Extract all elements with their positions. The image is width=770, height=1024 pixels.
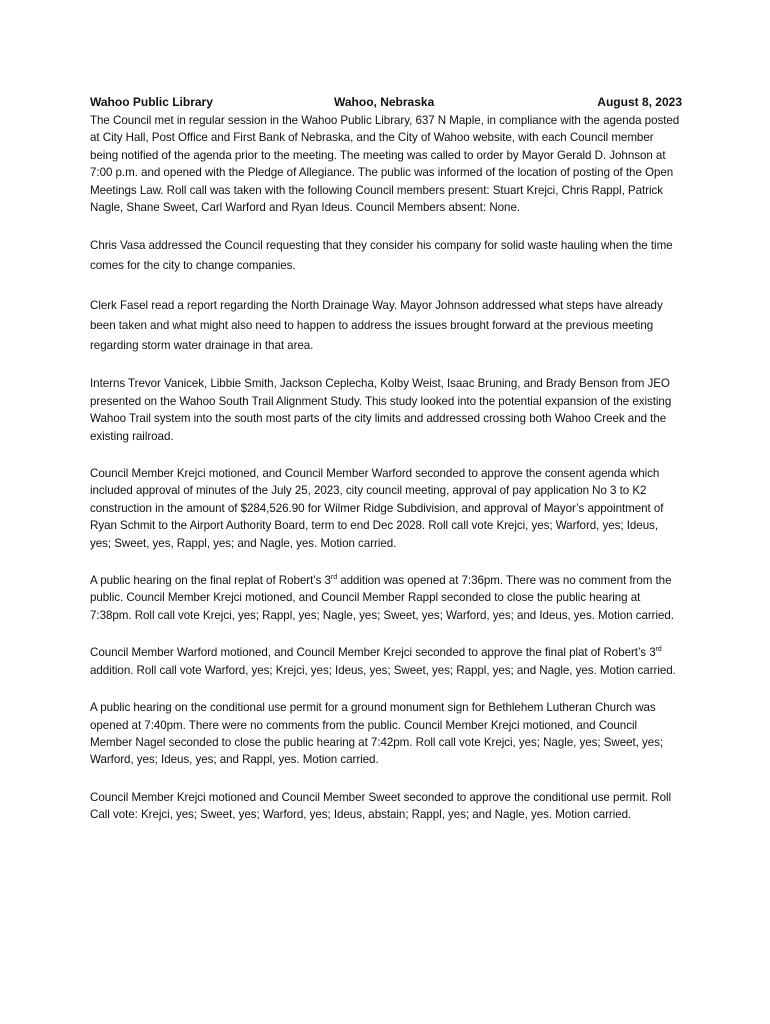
paragraph-call-to-order: The Council met in regular session in the Wahoo Public Library, 637 N Maple, in compliance with the agenda posted at City Hall, Post Office and First Bank of Nebraska, and the City of Wahoo website, with each Council member being notified of the agenda prior to the meeting. The meeting was called to order by Mayor Gerald D. Johnson at 7:00 p.m. and opened with the Pledge of Allegiance. The public was informed of the location of posting of the Open Meetings Law. Roll call was taken with the following Council members present: Stuart Krejci, Chris Rappl, Patrick Nagle, Shane Sweet, Carl Warford and Ryan Ideus. Council Members absent: None. — [90, 114, 680, 215]
paragraph-north-drainage: Clerk Fasel read a report regarding the North Drainage Way. Mayor Johnson addressed what steps have already been taken and what might also need to happen to address the issues brought forward at the previous meeting regarding storm water drainage in that area. — [90, 299, 663, 352]
paragraph-conditional-use-hearing: A public hearing on the conditional use permit for a ground monument sign for Bethlehem Lutheran Church was opened at 7:40pm. There were no comments from the public. Council Member Krejci motioned, and Council Member Nagel seconded to close the public hearing at 7:42pm. Roll call vote Krejci, yes; Nagle, yes; Sweet, yes; Warford, yes; Ideus, yes; and Rappl, yes. Motion carried. — [90, 701, 664, 767]
paragraph-replat-hearing — [90, 572, 682, 624]
paragraph-conditional-use-approval: Council Member Krejci motioned and Council Member Sweet seconded to approve the conditional use permit. Roll Call vote: Krejci, yes; Sweet, yes; Warford, yes; Ideus, abstain; Rappl, yes; and Nagle, yes. Motion carried. — [90, 790, 672, 822]
replat-ordinal-suffix: rd — [330, 574, 338, 582]
paragraph-solid-waste: Chris Vasa addressed the Council requesting that they consider his company for solid waste hauling when the time comes for the city to change companies. — [90, 239, 673, 273]
paragraph-trail-study: Interns Trevor Vanicek, Libbie Smith, Jackson Ceplecha, Kolby Weist, Isaac Bruning, and Brady Benson from JEO presented on the Wahoo South Trail Alignment Study. This study looked into the potential expansion of the existing Wahoo Trail system into the south most parts of the city limits and addressed crossing both Wahoo Creek and the existing railroad. — [90, 377, 672, 443]
final-plat-ordinal-suffix: rd — [655, 646, 662, 654]
header-date: August 8, 2023 — [597, 95, 682, 109]
paragraph-consent-agenda: Council Member Krejci motioned, and Council Member Warford seconded to approve the consent agenda which included approval of minutes of the July 25, 2023, city council meeting, approval of pay application No 3 to K2 construction in the amount of $284,526.90 for Wilmer Ridge Subdivision, and approval of Mayor’s appointment of Ryan Schmit to the Airport Authority Board, term to end Dec 2028. Roll call vote Krejci, yes; Warford, yes; Ideus, yes; Sweet, yes, Rappl, yes; and Nagle, yes. Motion carried. — [90, 467, 664, 550]
document-header — [90, 94, 682, 112]
minutes-page — [90, 94, 682, 844]
replat-text-start: A public hearing on the final replat of Robert’s 3 — [90, 574, 331, 588]
final-plat-text-start: Council Member Warford motioned, and Council Member Krejci seconded to approve the final plat of Robert’s 3 — [90, 646, 656, 660]
final-plat-text-end: addition. Roll call vote Warford, yes; Krejci, yes; Ideus, yes; Sweet, yes; Rappl, yes; and Nagle, yes. Motion carried. — [90, 663, 676, 677]
replat-text-end: addition was opened at 7:36pm. There was no comment from the public. Council Member Krejci motioned, and Council Member Rappl seconded to close the public hearing at 7:38pm. Roll call vote Krejci, yes; Rappl, yes; Nagle, yes; Sweet, yes; Warford, yes; and Ideus, yes. Motion carried. — [90, 574, 674, 622]
header-location: Wahoo, Nebraska — [334, 95, 435, 109]
header-organization: Wahoo Public Library — [90, 95, 213, 109]
paragraph-final-plat — [90, 644, 682, 679]
